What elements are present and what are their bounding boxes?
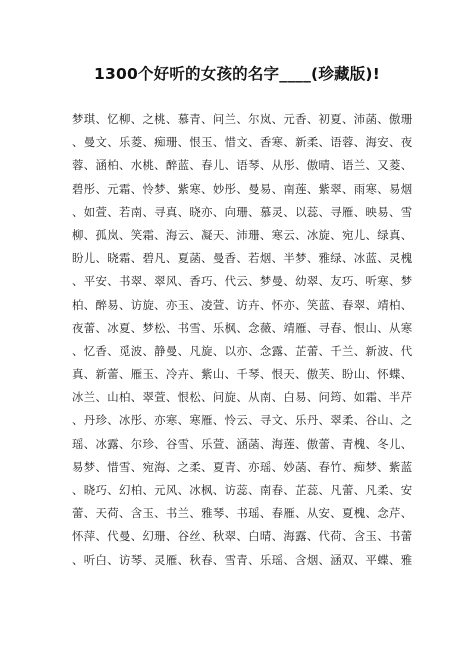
text-line: 、听白、访琴、灵雁、秋春、雪青、乐瑶、含烟、涵双、平蝶、雅 [72,552,413,567]
text-line: 夜蕾、冰夏、梦松、书雪、乐枫、念薇、靖雁、寻春、恨山、从寒 [72,320,413,335]
text-line: 蓉、涵柏、水桃、醉蓝、春儿、语琴、从彤、傲晴、语兰、又菱、 [72,158,413,173]
text-line: 蕾、天荷、含玉、书兰、雅琴、书瑶、春雁、从安、夏槐、念芹、 [72,506,413,521]
text-line: 、曼文、乐菱、痴珊、恨玉、惜文、香寒、新柔、语蓉、海安、夜 [72,135,413,150]
text-line: 碧彤、元霜、怜梦、紫寒、妙彤、曼易、南莲、紫翠、雨寒、易烟 [72,181,413,196]
text-line: 、如萱、若南、寻真、晓亦、向珊、慕灵、以蕊、寻雁、映易、雪 [72,204,413,219]
text-line: 梦琪、忆柳、之桃、慕青、问兰、尔岚、元香、初夏、沛菡、傲珊 [72,112,413,126]
names-body [72,108,422,572]
text-line: 盼儿、晓霜、碧凡、夏菡、曼香、若烟、半梦、雅绿、冰蓝、灵槐 [72,251,413,266]
text-line: 柳、孤岚、笑霜、海云、凝天、沛珊、寒云、冰旋、宛儿、绿真、 [72,227,413,242]
text-line: 瑶、冰露、尔珍、谷雪、乐萱、涵菡、海莲、傲蕾、青槐、冬儿、 [72,436,413,451]
text-line: 、平安、书翠、翠风、香巧、代云、梦曼、幼翠、友巧、听寒、梦 [72,274,413,289]
text-line: 柏、醉易、访旋、亦玉、凌萱、访卉、怀亦、笑蓝、春翠、靖柏、 [72,297,413,312]
text-line: 真、新蕾、雁玉、冷卉、紫山、千琴、恨天、傲芙、盼山、怀蝶、 [72,367,413,382]
text-line: 冰兰、山柏、翠萱、恨松、问旋、从南、白易、问筠、如霜、半芹 [72,390,413,405]
text-line: 、丹珍、冰彤、亦寒、寒雁、怜云、寻文、乐丹、翠柔、谷山、之 [72,413,413,428]
text-line: 、晓巧、幻柏、元风、冰枫、访蕊、南春、芷蕊、凡蕾、凡柔、安 [72,483,413,497]
text-line: 易梦、惜雪、宛海、之柔、夏青、亦瑶、妙菡、春竹、痴梦、紫蓝 [72,459,413,474]
text-line: 怀萍、代曼、幻珊、谷丝、秋翠、白晴、海露、代荷、含玉、书蕾 [72,529,413,544]
document-title: 1300个好听的女孩的名字____(珍藏版)! [94,65,380,83]
text-line: 、忆香、觅波、静曼、凡旋、以亦、念露、芷蕾、千兰、新波、代 [72,343,413,358]
